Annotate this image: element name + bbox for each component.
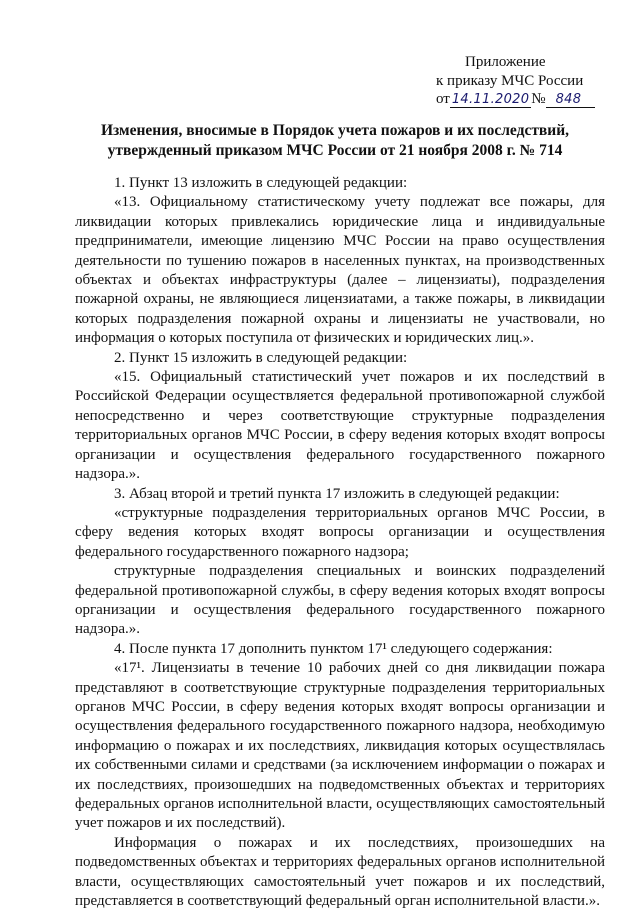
handwritten-number: 848: [546, 93, 596, 108]
paragraph: структурные подразделения специальных и воинских подразделений федеральной противопожарной службы, в сферу ведения которых входят вопросы организации и осуществления федерального государственного пожарного надзора.».: [75, 563, 605, 638]
appendix-label: Приложение: [465, 54, 546, 70]
paragraph: 1. Пункт 13 изложить в следующей редакции:: [114, 175, 408, 191]
paragraph: «15. Официальный статистический учет пожаров и их последствий в Российской Федерации осуществляется федеральной противопожарной службой непосредственно и через соответствующие структурные подразделения территориальных органов МЧС России, в сферу ведения которых входят вопросы организации и осуществления федерального государственного пожарного надзора.».: [75, 369, 605, 483]
number-prefix: №: [531, 91, 546, 107]
document-title: Изменения, вносимые в Порядок учета пожаров и их последствий, утвержденный приказом МЧС России от 21 ноября 2008 г. № 714: [100, 122, 570, 159]
appendix-order-ref: к приказу МЧС России: [436, 72, 584, 89]
paragraph: «17¹. Лицензиаты в течение 10 рабочих дней со дня ликвидации пожара представляют в соответствующие структурные подразделения территориальных органов МЧС России, в сферу ведения которых входят вопросы организации и осуществления федерального государственного пожарного надзора, необходимую информацию о пожарах и их последствиях, ликвидация которых осуществлялась их собственными силами и средствами (за исключением информации о пожарах и их последствиях, произошедших на подведомственных объектах и территориях федеральных органов исполнительной власти, осуществляющих самостоятельный учет пожаров и их последствий).: [75, 660, 605, 832]
appendix-block: [436, 53, 606, 109]
paragraph: Информация о пожарах и их последствиях, произошедших на подведомственных объектах и территориях федеральных органов исполнительной власти, осуществляющих самостоятельный учет пожаров и их последствий, представляется в соответствующий федеральный орган исполнительной власти.».: [75, 834, 605, 910]
paragraph: 2. Пункт 15 изложить в следующей редакции:: [114, 349, 408, 366]
document-body: [75, 174, 605, 911]
paragraph: 4. После пункта 17 дополнить пунктом 17¹ следующего содержания:: [114, 640, 553, 657]
paragraph: «структурные подразделения территориальных органов МЧС России, в сферу ведения которых входят вопросы организации и осуществления федерального государственного пожарного надзора;: [75, 504, 605, 560]
date-prefix: от: [436, 91, 450, 107]
handwritten-date: 14.11.2020: [451, 92, 530, 107]
paragraph: «13. Официальному статистическому учету подлежат все пожары, для ликвидации которых привлекались юридические лица и индивидуальные предприниматели, имеющие лицензию МЧС России на право осуществления деятельности по тушению пожаров в населенных пунктах, на производственных объектах и объектах инфраструктуры (далее – лицензиаты), подразделения пожарной охраны, не являющиеся лицензиатами, а также пожары, в ликвидации которых подразделения пожарной охраны и лицензиаты не участвовали, но информация о которых поступила от физических и юридических лиц.».: [75, 194, 605, 347]
paragraph: 3. Абзац второй и третий пункта 17 изложить в следующей редакции:: [114, 485, 560, 502]
appendix-date-number: [436, 90, 606, 109]
